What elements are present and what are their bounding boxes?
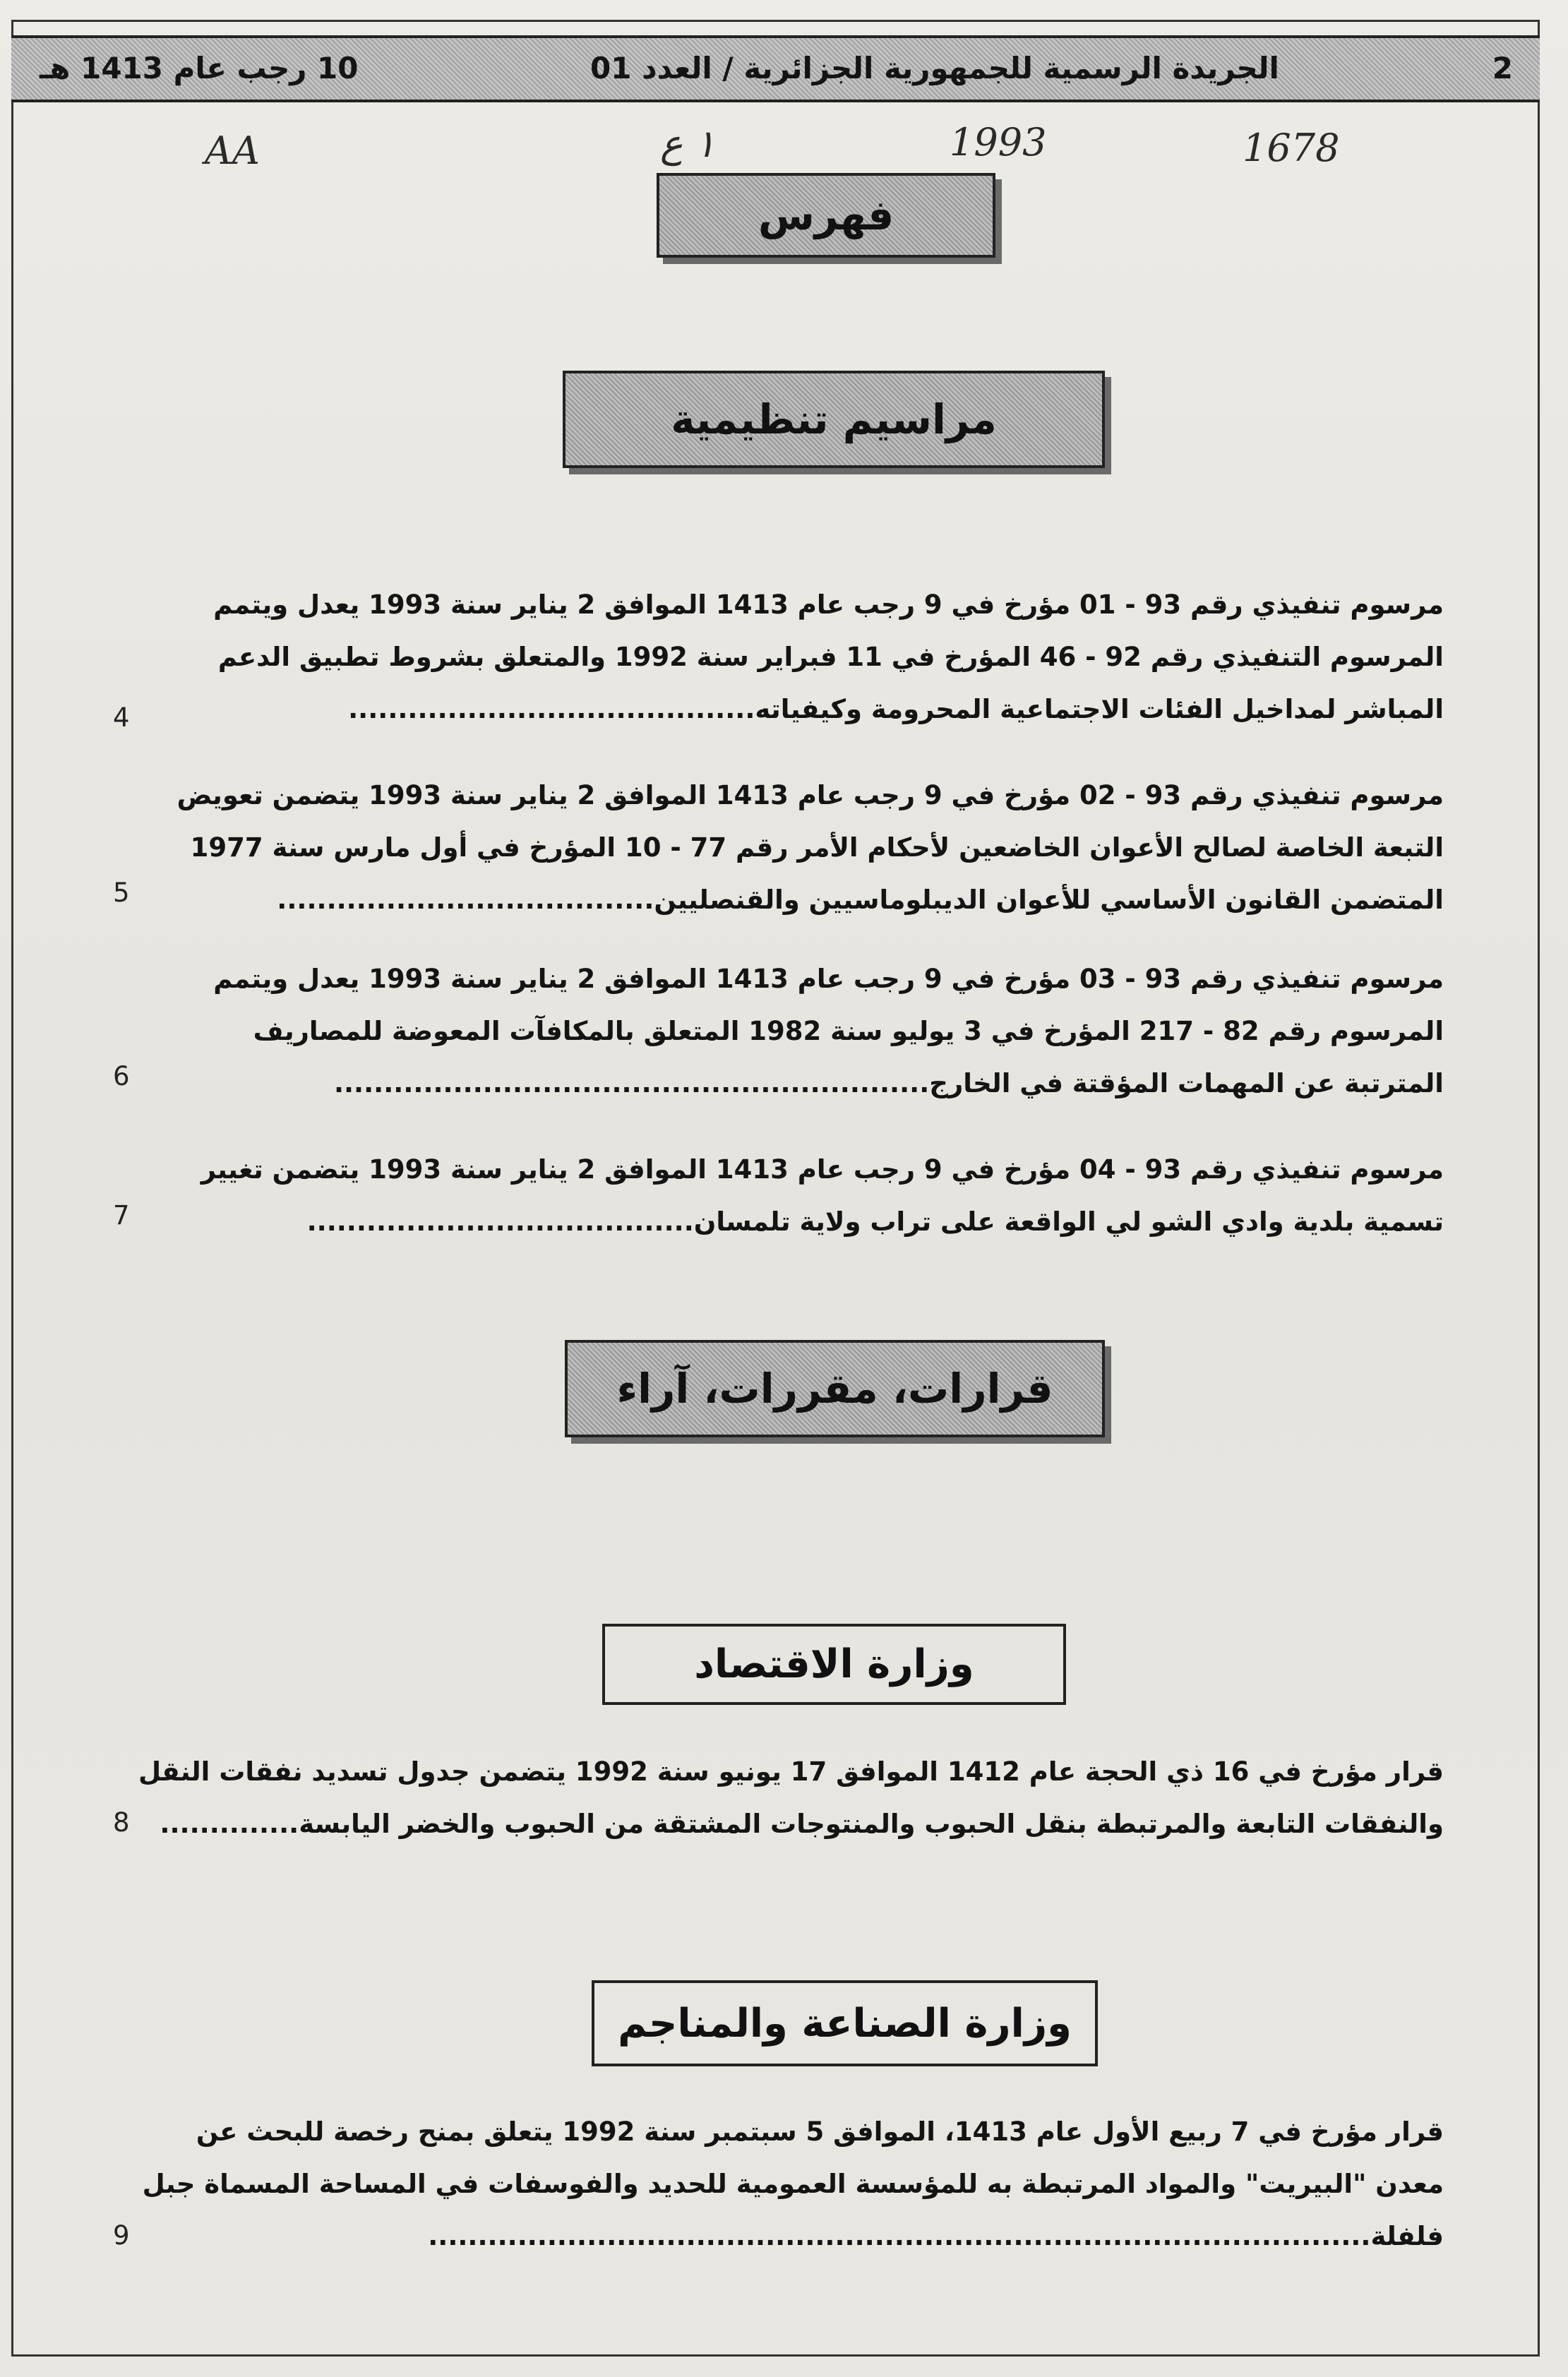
- handwritten-code: AA: [205, 128, 260, 173]
- toc-entry-line: مرسوم تنفيذي رقم 93 - 04 مؤرخ في 9 رجب عام 1413 الموافق 2 يناير سنة 1993 يتضمن تغيير: [201, 1154, 1444, 1185]
- toc-entry-line: قرار مؤرخ في 16 ذي الحجة عام 1412 الموافق 17 يونيو سنة 1992 يتضمن جدول تسديد نفقات النقل: [138, 1756, 1444, 1787]
- toc-entry: [166, 953, 1444, 1110]
- toc-entry: [166, 1144, 1444, 1248]
- toc-entry-line: المترتبة عن المهمات المؤقتة في الخارج............................................................: [333, 1068, 1444, 1098]
- index-title: فهرس: [758, 191, 894, 239]
- section-title: قرارات، مقررات، آراء: [616, 1365, 1053, 1413]
- toc-entry-line: المتضمن القانون الأساسي للأعوان الديبلوماسيين والقنصليين......................................: [277, 885, 1444, 915]
- header-title: الجريدة الرسمية للجمهورية الجزائرية / العدد 01: [590, 51, 1279, 85]
- toc-page-number: 7: [113, 1200, 130, 1231]
- toc-entry-line: فلفلة...............................................................................................: [428, 2221, 1444, 2251]
- toc-entry: [166, 579, 1444, 736]
- ministry-title-box-industry-mines: [592, 1980, 1098, 2066]
- ministry-title: وزارة الصناعة والمناجم: [618, 2000, 1072, 2047]
- index-title-box: [657, 173, 995, 258]
- toc-entry-line: مرسوم تنفيذي رقم 93 - 02 مؤرخ في 9 رجب عام 1413 الموافق 2 يناير سنة 1993 يتضمن تعويض: [176, 780, 1444, 810]
- toc-page-number: 4: [113, 702, 130, 733]
- handwritten-number: 1678: [1243, 126, 1340, 170]
- gazette-header: [11, 35, 1540, 102]
- section-title: مراسيم تنظيمية: [671, 395, 997, 443]
- toc-entry-line: المباشر لمداخيل الفئات الاجتماعية المحرومة وكيفياته.........................................: [348, 694, 1444, 724]
- handwritten-mark: ١ ع: [660, 121, 716, 166]
- section-title-box-regulatory-decrees: [563, 371, 1105, 468]
- toc-entry-line: التبعة الخاصة لصالح الأعوان الخاضعين لأحكام الأمر رقم 77 - 10 المؤرخ في أول مارس سنة 1977: [190, 832, 1444, 863]
- toc-entry-line: معدن "البيريت" والمواد المرتبطة به للمؤسسة العمومية للحديد والفوسفات في المساحة المسماة جبل: [142, 2169, 1444, 2199]
- toc-entry-line: قرار مؤرخ في 7 ربيع الأول عام 1413، الموافق 5 سبتمبر سنة 1992 يتعلق بمنح رخصة للبحث عن: [196, 2116, 1444, 2147]
- header-page-number: 2: [1492, 51, 1513, 85]
- handwritten-year: 1993: [950, 120, 1047, 164]
- header-date: 10 رجب عام 1413 هـ: [40, 51, 359, 85]
- toc-entry-line: مرسوم تنفيذي رقم 93 - 03 مؤرخ في 9 رجب عام 1413 الموافق 2 يناير سنة 1993 يعدل ويتمم: [213, 964, 1444, 994]
- ministry-title: وزارة الاقتصاد: [694, 1641, 974, 1687]
- toc-entry-line: والنفقات التابعة والمرتبطة بنقل الحبوب والمنتوجات المشتقة من الحبوب والخضر اليابسة..............: [160, 1809, 1444, 1839]
- section-title-box-decisions: [565, 1340, 1105, 1437]
- toc-entry-line: المرسوم رقم 82 - 217 المؤرخ في 3 يوليو سنة 1982 المتعلق بالمكافآت المعوضة للمصاريف: [253, 1016, 1444, 1046]
- toc-page-number: 9: [113, 2220, 130, 2251]
- toc-entry: [166, 770, 1444, 926]
- toc-page-number: 6: [113, 1061, 130, 1091]
- toc-page-number: 5: [113, 878, 130, 908]
- ministry-title-box-economy: [602, 1624, 1066, 1705]
- toc-entry-line: تسمية بلدية وادي الشو لي الواقعة على تراب ولاية تلمسان.......................................: [306, 1207, 1444, 1237]
- toc-page-number: 8: [113, 1807, 130, 1838]
- toc-entry-line: مرسوم تنفيذي رقم 93 - 01 مؤرخ في 9 رجب عام 1413 الموافق 2 يناير سنة 1993 يعدل ويتمم: [213, 589, 1444, 620]
- toc-entry-line: المرسوم التنفيذي رقم 92 - 46 المؤرخ في 11 فبراير سنة 1992 والمتعلق بشروط تطبيق الدعم: [217, 642, 1444, 672]
- toc-entry: [142, 2106, 1444, 2263]
- toc-entry: [138, 1746, 1444, 1850]
